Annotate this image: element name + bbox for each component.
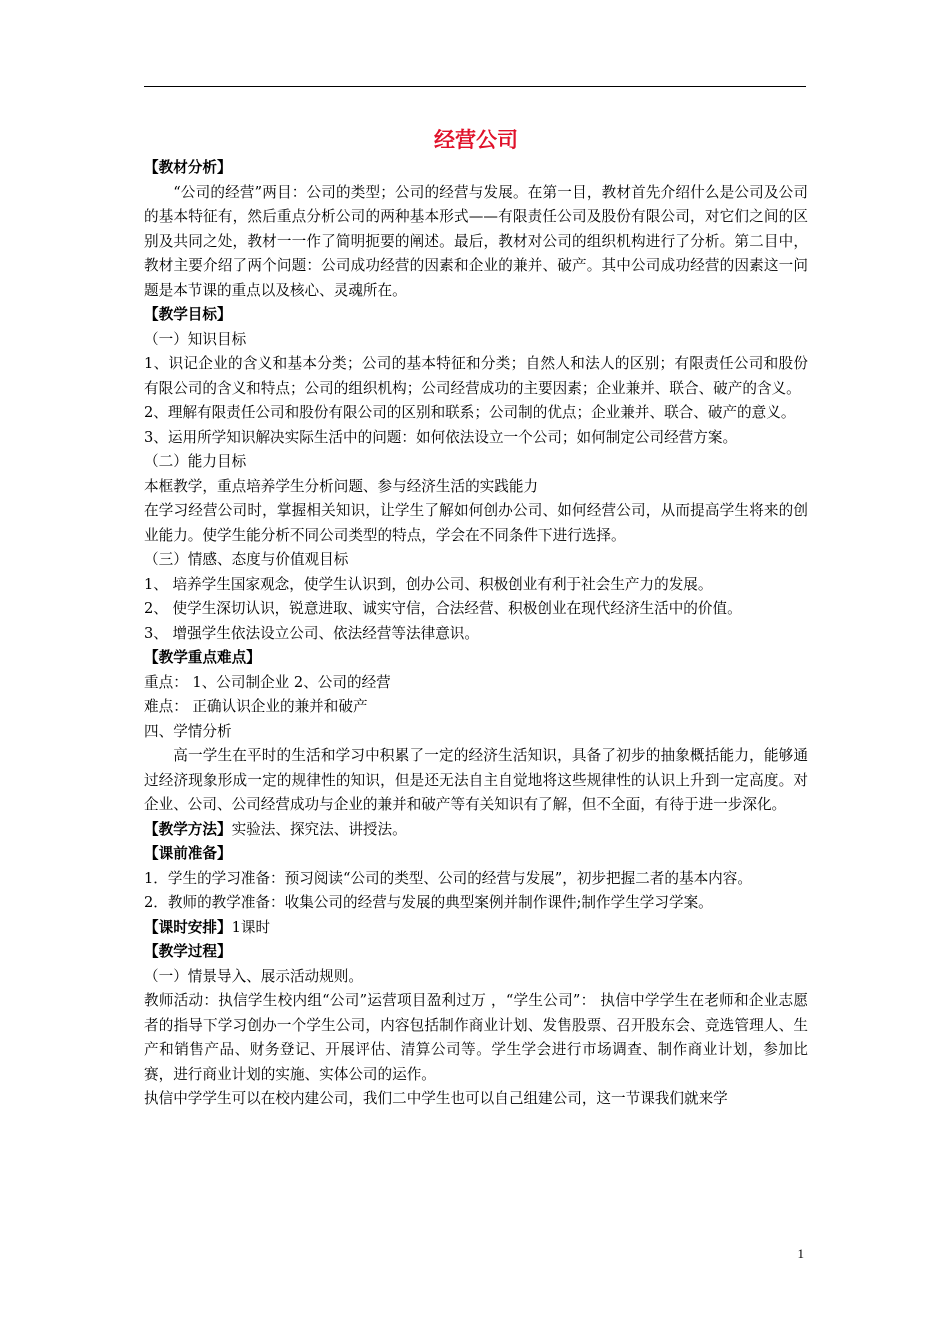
page-number: 1	[797, 1246, 804, 1261]
paragraph: （三）情感、态度与价值观目标	[144, 551, 349, 568]
paragraph: 3、运用所学知识解决实际生活中的问题：如何依法设立一个公司；如何制定公司经营方案。	[144, 428, 738, 446]
paragraph: 高一学生在平时的生活和学习中积累了一定的经济生活知识，具备了初步的抽象概括能力，能够通过经济现象形成一定的规律性的知识，但是还无法自主自觉地将这些规律性的认识上升到一定高度。对企业、公司、公司经营成功与企业的兼并和破产等有关知识有了解，但不全面，有待于进一步深化。	[144, 747, 808, 813]
paragraph: （二）能力目标	[144, 453, 247, 470]
document-title: 经营公司	[434, 127, 518, 152]
paragraph	[144, 916, 808, 941]
paragraph: （一）知识目标	[144, 330, 247, 348]
inline-heading: 【课时安排】	[144, 918, 232, 936]
paragraph: 1．学生的学习准备：预习阅读“公司的类型、公司的经营与发展”，初步把握二者的基本内容。	[144, 869, 752, 887]
paragraph: 重点： 1、公司制企业 2、公司的经营	[144, 673, 391, 691]
paragraph: 2、 使学生深切认识，锐意进取、诚实守信，合法经营、积极创业在现代经济生活中的价值。	[144, 600, 742, 617]
section-heading: 【教材分析】	[144, 159, 232, 176]
paragraph: 1、 培养学生国家观念，使学生认识到，创办公司、积极创业有利于社会生产力的发展。	[144, 575, 713, 593]
paragraph: 1、识记企业的含义和基本分类；公司的基本特征和分类；自然人和法人的区别；有限责任公司和股份有限公司的含义和特点；公司的组织机构；公司经营成功的主要因素；企业兼并、联合、破产的含义。	[144, 355, 808, 397]
paragraph	[144, 303, 808, 328]
paragraph: 2、理解有限责任公司和股份有限公司的区别和联系；公司制的优点；企业兼并、联合、破产的意义。	[144, 404, 796, 421]
paragraph: 执信中学学生可以在校内建公司，我们二中学生也可以自己组建公司，这一节课我们就来学	[144, 1090, 728, 1107]
paragraph: （一）情景导入、展示活动规则。	[144, 967, 363, 985]
section-heading: 【课前准备】	[144, 845, 232, 862]
section-heading: 【教学重点难点】	[144, 649, 261, 666]
paragraph: 教师活动：执信学生校内组“公司”运营项目盈利过万 ，“学生公司”： 执信中学学生在老师和企业志愿者的指导下学习创办一个学生公司，内容包括制作商业计划、发售股票、召开股东会、竞选管理人、生产和销售产品、财务登记、开展评估、清算公司等。学生学会进行市场调查、制作商业计划，参加比赛，进行商业计划的实施、实体公司的运作。	[144, 992, 808, 1083]
paragraph	[144, 842, 808, 867]
section-heading: 【教学目标】	[144, 306, 232, 323]
paragraph: 本框教学，重点培养学生分析问题、参与经济生活的实践能力	[144, 477, 539, 495]
inline-text: 1课时	[231, 918, 271, 936]
paragraph	[144, 940, 808, 965]
paragraph	[144, 818, 808, 843]
paragraph: 在学习经营公司时，掌握相关知识，让学生了解如何创办公司、如何经营公司，从而提高学生将来的创业能力。使学生能分析不同公司类型的特点，学会在不同条件下进行选择。	[144, 502, 808, 544]
paragraph: 难点： 正确认识企业的兼并和破产	[144, 698, 368, 715]
paragraph: 3、 增强学生依法设立公司、依法经营等法律意识。	[144, 624, 479, 642]
paragraph: 2．教师的教学准备：收集公司的经营与发展的典型案例并制作课件;制作学生学习学案。	[144, 894, 713, 911]
inline-heading: 【教学方法】	[144, 820, 232, 838]
section-heading: 【教学过程】	[144, 943, 232, 960]
inline-text: 实验法、探究法、讲授法。	[231, 820, 407, 838]
document-body	[144, 118, 808, 1112]
paragraph: 四、学情分析	[144, 722, 232, 740]
header-rule	[144, 86, 806, 87]
document-content	[144, 156, 808, 1112]
paragraph	[144, 156, 808, 181]
paragraph: “公司的经营”两目：公司的类型；公司的经营与发展。在第一目，教材首先介绍什么是公司及公司的基本特征有，然后重点分析公司的两种基本形式——有限责任公司及股份有限公司，对它们之间的区别及共同之处，教材一一作了简明扼要的阐述。最后，教材对公司的组织机构进行了分析。第二目中，教材主要介绍了两个问题：公司成功经营的因素和企业的兼并、破产。其中公司成功经营的因素这一问题是本节课的重点以及核心、灵魂所在。	[144, 183, 808, 299]
paragraph	[144, 646, 808, 671]
